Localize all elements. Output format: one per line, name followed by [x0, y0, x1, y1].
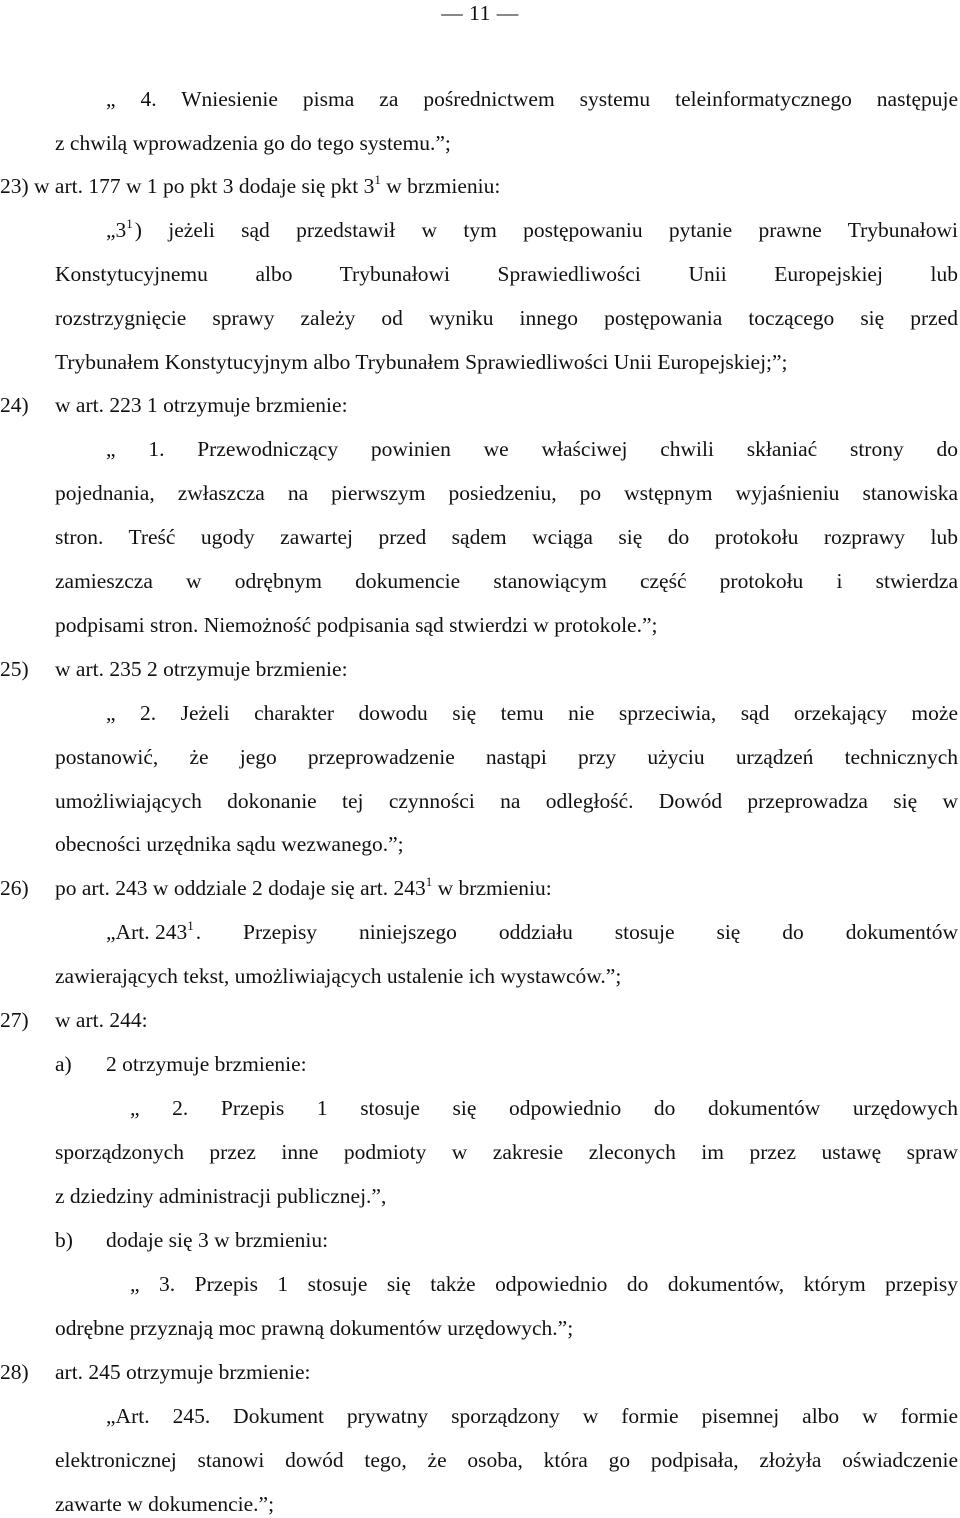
text-line: „3: [106, 218, 127, 242]
text-line: odrębne przyznają moc prawną dokumentów urzędowych.”;: [55, 1316, 574, 1340]
text-line: Trybunałem Konstytucyjnym albo Trybunałem Sprawiedliwości Unii Europejskiej;”;: [55, 350, 788, 374]
text-line: „ 2. Przepis 1 stosuje się odpowiednio do dokumentów urzędowych: [130, 1096, 958, 1120]
text-line: rozstrzygnięcie sprawy zależy od wyniku innego postępowania toczącego się przed: [55, 306, 958, 330]
superscript: 1: [425, 874, 433, 889]
superscript: 1: [187, 918, 194, 933]
text-line: art. 245 otrzymuje brzmienie:: [55, 1360, 311, 1384]
text-line: dodaje się 3 w brzmieniu:: [106, 1228, 329, 1252]
text-line: „Art. 243: [106, 920, 188, 944]
text-line: 23) w art. 177 w 1 po pkt 3 dodaje się pkt 3: [0, 174, 375, 198]
text-line: „ 2. Jeżeli charakter dowodu się temu nie sprzeciwia, sąd orzekający może: [106, 701, 958, 725]
text-line: zawierających tekst, umożliwiających ustalenie ich wystawców.”;: [55, 964, 622, 988]
text-line: z dziedziny administracji publicznej.”,: [55, 1184, 387, 1208]
text-line: po art. 243 w oddziale 2 dodaje się art. 243: [55, 876, 426, 900]
text-line: Konstytucyjnemu albo Trybunałowi Sprawiedliwości Unii Europejskiej lub: [55, 262, 958, 286]
text-line: sporządzonych przez inne podmioty w zakresie zleconych im przez ustawę spraw: [55, 1140, 958, 1164]
text-line: w brzmieniu:: [437, 876, 552, 900]
quoted-line: [106, 918, 958, 946]
item-number: 24): [0, 393, 29, 417]
text-line: w art. 235 2 otrzymuje brzmienie:: [55, 657, 348, 681]
quoted-line: [106, 216, 958, 244]
text-line: . Przepisy niniejszego oddziału stosuje się do dokumentów: [195, 920, 958, 944]
text-line: „ 1. Przewodniczący powinien we właściwej chwili skłaniać strony do: [106, 437, 958, 461]
superscript: 1: [126, 216, 133, 231]
page-number: — 11 —: [441, 1, 519, 25]
text-line: ) jeżeli sąd przedstawił w tym postępowaniu pytanie prawne Trybunałowi: [134, 218, 958, 242]
text-line: w art. 244:: [55, 1008, 148, 1032]
item-number: 25): [0, 657, 29, 681]
text-line: „Art. 245. Dokument prywatny sporządzony w formie pisemnej albo w formie: [106, 1404, 958, 1428]
text-line: elektronicznej stanowi dowód tego, że osoba, która go podpisała, złożyła oświadczenie: [55, 1448, 958, 1472]
text-line: w brzmieniu:: [386, 174, 501, 198]
text-line: pojednania, zwłaszcza na pierwszym posiedzeniu, po wstępnym wyjaśnieniu stanowiska: [55, 481, 958, 505]
text-line: z chwilą wprowadzenia go do tego systemu.”;: [55, 131, 451, 155]
item-number: 27): [0, 1008, 29, 1032]
text-line: zawarte w dokumencie.”;: [55, 1492, 275, 1516]
superscript: 1: [374, 172, 381, 187]
text-line: obecności urzędnika sądu wezwanego.”;: [55, 832, 404, 856]
text-line: 2 otrzymuje brzmienie:: [106, 1052, 307, 1076]
list-item-23: [0, 172, 500, 200]
text-line: w art. 223 1 otrzymuje brzmienie:: [55, 393, 348, 417]
item-number: 28): [0, 1360, 29, 1384]
sub-item-letter: b): [55, 1228, 73, 1252]
text-line: „ 4. Wniesienie pisma za pośrednictwem systemu teleinformatycznego następuje: [106, 87, 958, 111]
sub-item-letter: a): [55, 1052, 72, 1076]
text-line: zamieszcza w odrębnym dokumencie stanowiącym część protokołu i stwierdza: [55, 569, 958, 593]
text-line: stron. Treść ugody zawartej przed sądem wciąga się do protokołu rozprawy lub: [55, 525, 958, 549]
list-item-26: [55, 874, 552, 902]
text-line: postanowić, że jego przeprowadzenie nastąpi przy użyciu urządzeń technicznych: [55, 745, 958, 769]
text-line: „ 3. Przepis 1 stosuje się także odpowiednio do dokumentów, którym przepisy: [130, 1272, 958, 1296]
text-line: podpisami stron. Niemożność podpisania sąd stwierdzi w protokole.”;: [55, 613, 658, 637]
text-line: umożliwiających dokonanie tej czynności na odległość. Dowód przeprowadza się w: [55, 789, 958, 813]
item-number: 26): [0, 876, 29, 900]
